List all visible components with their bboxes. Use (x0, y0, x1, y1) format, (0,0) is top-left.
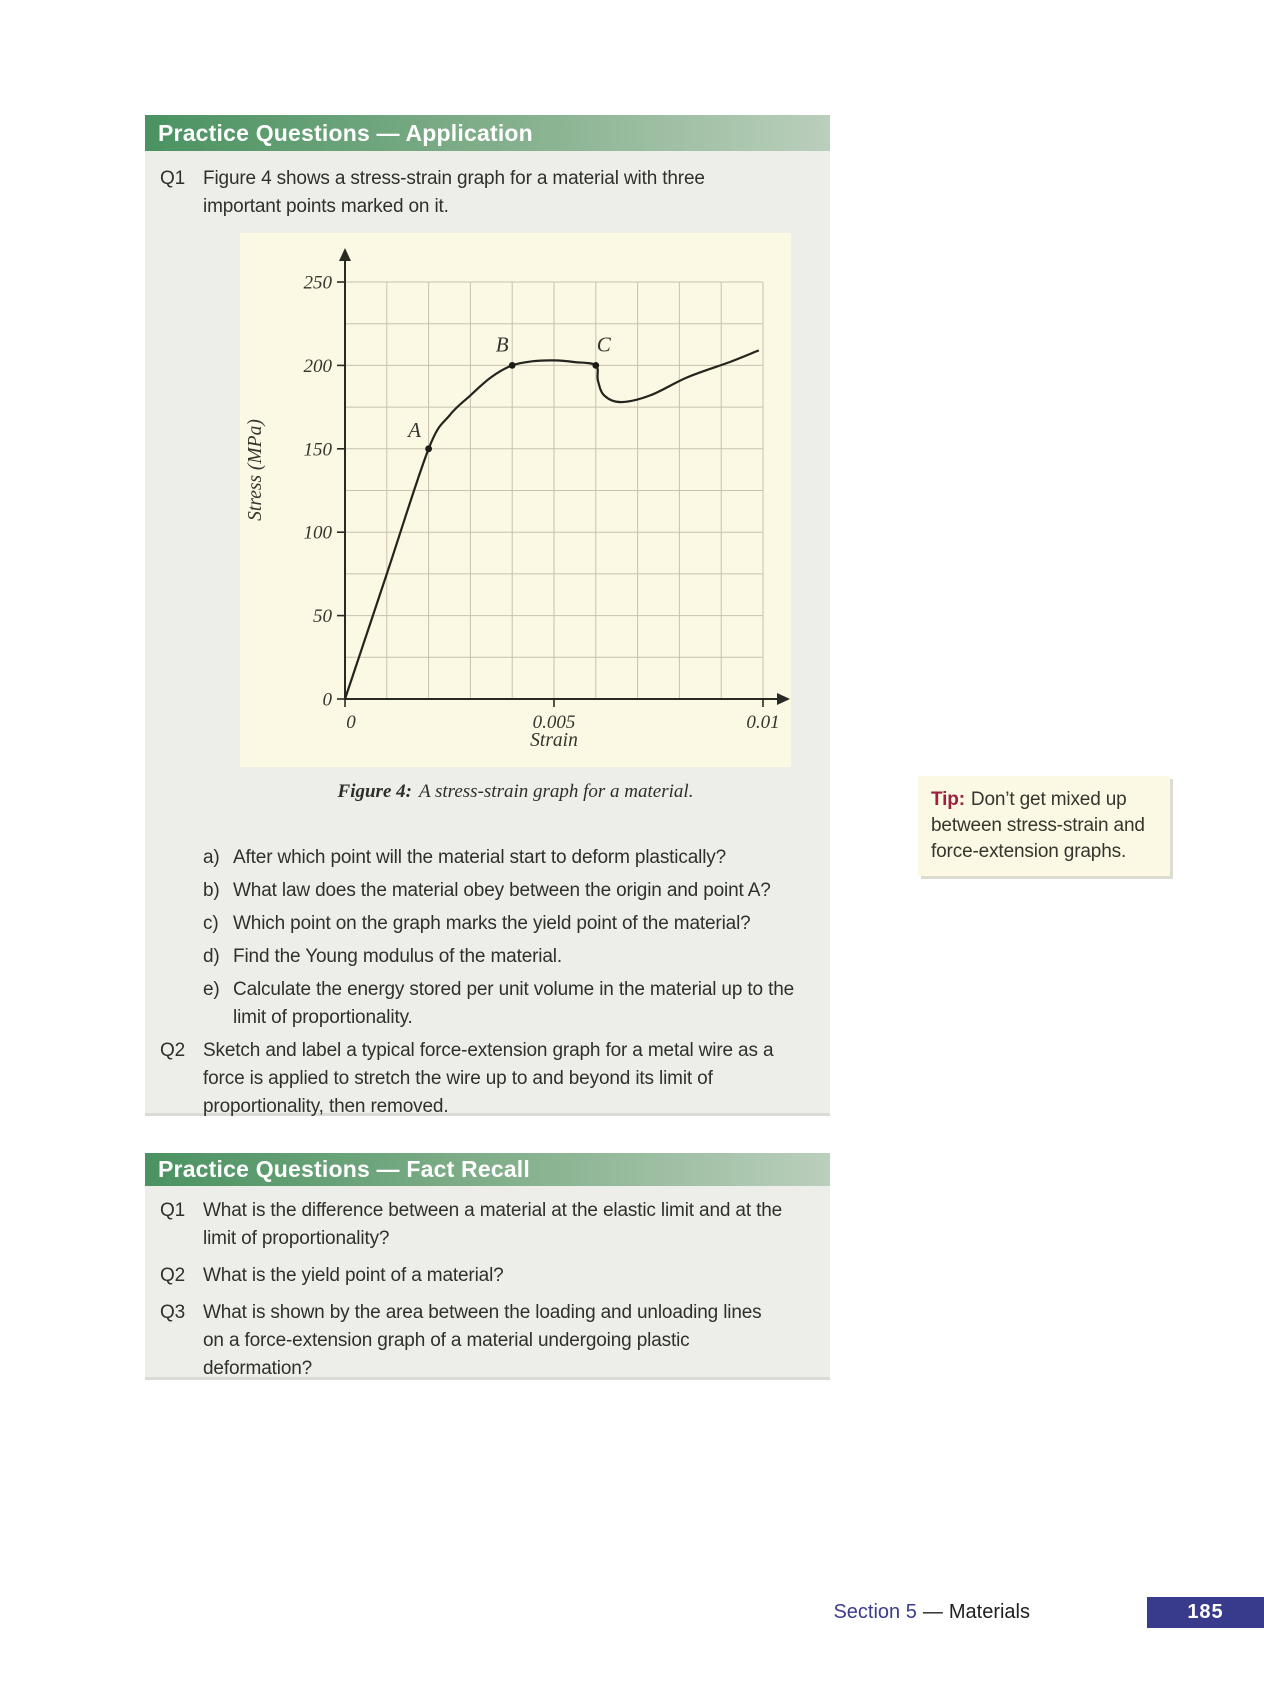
subquestion-b (203, 877, 805, 905)
fact-recall-question-list (160, 1197, 788, 1392)
fact-recall-q3-text: What is shown by the area between the loading and unloading lines on a force-extension graph of a material undergoing plastic deformation? (203, 1302, 762, 1379)
y-tick-label: 150 (303, 439, 332, 461)
y-tick-label: 100 (303, 522, 332, 544)
stress-strain-chart (240, 233, 791, 767)
question-q2 (160, 1037, 803, 1121)
footer-separator: — (922, 1601, 943, 1623)
axes (345, 260, 780, 699)
subquestion-b-label: b) (203, 880, 220, 901)
x-axis-title: Strain (530, 730, 578, 751)
question-q2-label: Q2 (160, 1040, 186, 1061)
y-axis-arrow (339, 248, 351, 261)
y-tick-label: 250 (303, 272, 332, 294)
footer-section-title (680, 1601, 1030, 1624)
y-tick-label: 50 (313, 606, 332, 628)
application-section-box (145, 115, 830, 1117)
tip-text: Don’t get mixed up between stress-strain and force-extension graphs. (931, 789, 1145, 862)
subquestion-c (203, 910, 805, 938)
fact-recall-section-box (145, 1153, 830, 1377)
tip-label: Tip: (931, 789, 965, 810)
subquestion-d (203, 943, 805, 971)
figure-caption-text: A stress-strain graph for a material. (418, 781, 694, 802)
tick-labels (304, 273, 780, 734)
x-tick-label: 0.005 (532, 712, 576, 733)
point-A-marker (425, 445, 432, 452)
subquestion-c-label: c) (203, 913, 219, 934)
figure-caption-label: Figure 4: (337, 781, 412, 802)
subquestion-d-label: d) (203, 946, 220, 967)
subquestion-list (203, 844, 805, 1037)
fact-recall-q3 (160, 1299, 788, 1383)
subquestion-e (203, 976, 805, 1032)
figure-caption (240, 781, 791, 803)
tip-box (918, 776, 1170, 876)
page-number-badge: 185 (1147, 1597, 1264, 1628)
question-q1-text: Figure 4 shows a stress-strain graph for a material with three important points marked on it. (203, 168, 705, 217)
grid (345, 282, 763, 699)
fact-recall-q2 (160, 1262, 788, 1290)
question-q1 (160, 165, 761, 221)
subquestion-a-label: a) (203, 847, 220, 868)
subquestion-b-text: What law does the material obey between the origin and point A? (233, 880, 771, 901)
x-tick-label: 0 (346, 712, 356, 733)
subquestion-a (203, 844, 805, 872)
point-C-marker (592, 362, 599, 369)
x-axis-arrow (777, 693, 790, 705)
fact-recall-q1-label: Q1 (160, 1200, 186, 1221)
stress-strain-graph-panel (240, 233, 791, 767)
y-tick-label: 200 (303, 355, 332, 377)
subquestion-c-text: Which point on the graph marks the yield point of the material? (233, 913, 751, 934)
x-tick-label: 0.01 (746, 712, 780, 733)
point-B-label: B (495, 332, 509, 357)
stress-strain-curve (345, 350, 759, 699)
subquestion-e-text: Calculate the energy stored per unit volume in the material up to the limit of proportionality. (233, 979, 795, 1028)
point-A-label: A (408, 417, 422, 442)
application-section-header: Practice Questions — Application (145, 115, 830, 151)
point-B-marker (509, 362, 516, 369)
fact-recall-q3-label: Q3 (160, 1302, 186, 1323)
subquestion-e-label: e) (203, 979, 220, 1000)
fact-recall-q1-text: What is the difference between a material at the elastic limit and at the limit of proportionality? (203, 1200, 783, 1249)
fact-recall-section-header: Practice Questions — Fact Recall (145, 1153, 830, 1186)
y-tick-label: 0 (322, 689, 332, 711)
point-C-label: C (596, 332, 611, 357)
subquestion-a-text: After which point will the material start to deform plastically? (233, 847, 727, 868)
question-q1-label: Q1 (160, 168, 186, 189)
footer-chapter-name: Materials (948, 1601, 1030, 1623)
fact-recall-q1 (160, 1197, 788, 1253)
fact-recall-q2-text: What is the yield point of a material? (203, 1265, 504, 1286)
y-axis-title: Stress (MPa) (245, 419, 266, 521)
question-q2-text: Sketch and label a typical force-extension graph for a metal wire as a force is applied to stretch the wire up to and beyond its limit of proportionality, then removed. (203, 1040, 774, 1117)
fact-recall-q2-label: Q2 (160, 1265, 186, 1286)
subquestion-d-text: Find the Young modulus of the material. (233, 946, 562, 967)
footer-section-number: Section 5 (833, 1601, 917, 1623)
